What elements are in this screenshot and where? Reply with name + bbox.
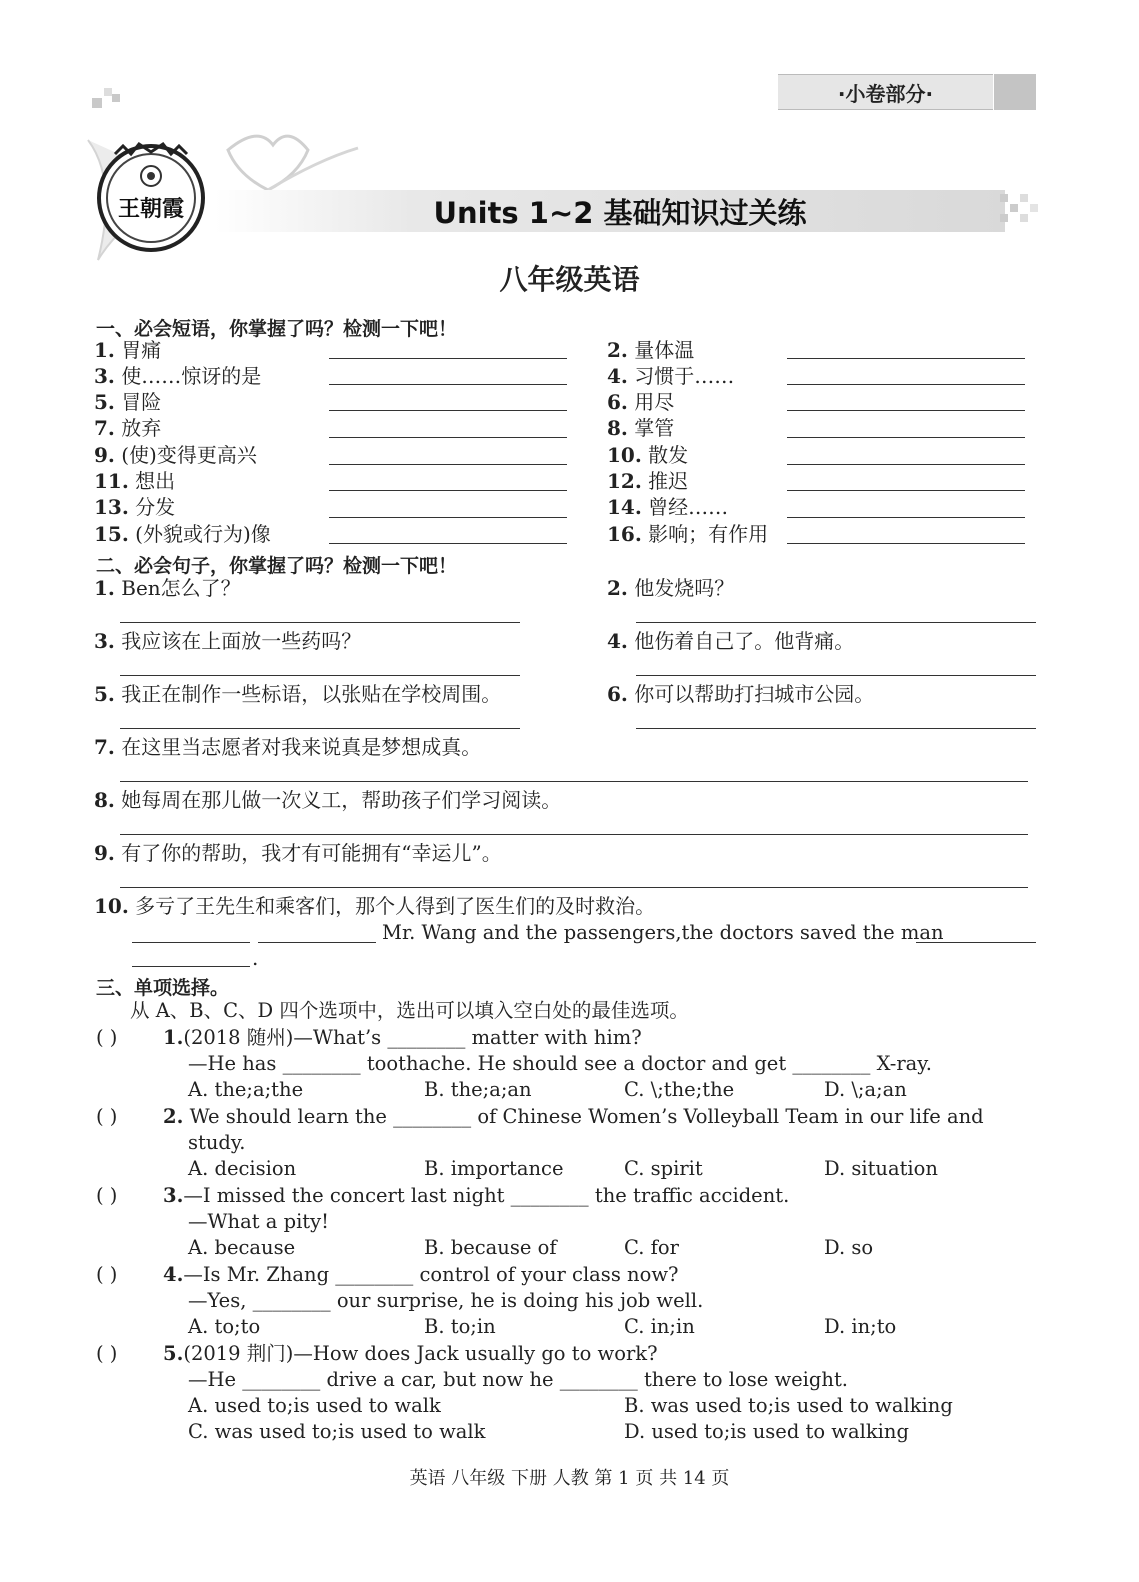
phrase-item: 11. 想出 bbox=[94, 469, 176, 493]
question-line: 4.—Is Mr. Zhang ________ control of your class now? bbox=[163, 1263, 679, 1286]
option-a[interactable]: A. decision bbox=[188, 1157, 297, 1180]
phrase-item: 3. 使……惊讶的是 bbox=[94, 364, 262, 388]
answer-blank[interactable] bbox=[329, 464, 567, 465]
answer-blank[interactable] bbox=[916, 942, 1036, 943]
answer-blank[interactable] bbox=[787, 517, 1025, 518]
page-footer: 英语 八年级 下册 人教 第 1 页 共 14 页 bbox=[409, 1468, 730, 1489]
answer-paren[interactable]: ( ) bbox=[96, 1263, 118, 1286]
answer-blank[interactable] bbox=[787, 464, 1025, 465]
option-d[interactable]: D. in;to bbox=[824, 1315, 897, 1338]
option-b[interactable]: B. because of bbox=[424, 1236, 557, 1259]
answer-blank[interactable] bbox=[120, 622, 520, 623]
answer-paren[interactable]: ( ) bbox=[96, 1105, 118, 1128]
answer-paren[interactable]: ( ) bbox=[96, 1184, 118, 1207]
option-a[interactable]: A. to;to bbox=[188, 1315, 261, 1338]
option-a[interactable]: A. used to;is used to walk bbox=[188, 1394, 441, 1417]
question-line: 5.(2019 荆门)—How does Jack usually go to work? bbox=[163, 1342, 658, 1365]
question-line: 3.—I missed the concert last night ________ the traffic accident. bbox=[163, 1184, 790, 1207]
answer-blank[interactable] bbox=[787, 437, 1025, 438]
brand-logo bbox=[95, 140, 207, 252]
sentence-item: 9. 有了你的帮助，我才有可能拥有“幸运儿”。 bbox=[94, 841, 502, 865]
sentence-item: 5. 我正在制作一些标语，以张贴在学校周围。 bbox=[94, 682, 502, 706]
option-b[interactable]: B. to;in bbox=[424, 1315, 496, 1338]
answer-blank[interactable] bbox=[329, 517, 567, 518]
answer-blank[interactable] bbox=[132, 966, 250, 967]
question-line: —What a pity! bbox=[188, 1210, 329, 1233]
option-c[interactable]: C. \;the;the bbox=[624, 1078, 735, 1101]
answer-blank[interactable] bbox=[636, 675, 1036, 676]
phrase-item: 7. 放弃 bbox=[94, 416, 162, 440]
answer-blank[interactable] bbox=[329, 490, 567, 491]
checker-decoration bbox=[1000, 190, 1040, 232]
answer-blank[interactable] bbox=[329, 410, 567, 411]
q10-period: . bbox=[252, 946, 259, 970]
answer-blank[interactable] bbox=[329, 543, 567, 544]
option-a[interactable]: A. because bbox=[188, 1236, 296, 1259]
option-a[interactable]: A. the;a;the bbox=[188, 1078, 304, 1101]
phrase-item: 8. 掌管 bbox=[607, 416, 675, 440]
answer-blank[interactable] bbox=[120, 781, 1028, 782]
question-line: study. bbox=[188, 1131, 246, 1154]
answer-blank[interactable] bbox=[636, 728, 1036, 729]
phrase-item: 10. 散发 bbox=[607, 443, 689, 467]
decor-square bbox=[112, 94, 120, 102]
option-b[interactable]: B. was used to;is used to walking bbox=[624, 1394, 953, 1417]
phrase-item: 2. 量体温 bbox=[607, 338, 695, 362]
section2-heading: 二、必会句子，你掌握了吗？检测一下吧！ bbox=[96, 555, 458, 577]
option-c[interactable]: C. was used to;is used to walk bbox=[188, 1420, 486, 1443]
section1-heading: 一、必会短语，你掌握了吗？检测一下吧！ bbox=[96, 318, 458, 340]
section3-instruction: 从 A、B、C、D 四个选项中，选出可以填入空白处的最佳选项。 bbox=[130, 999, 689, 1022]
question-line: —Yes, ________ our surprise, he is doing his job well. bbox=[188, 1289, 704, 1312]
phrase-item: 1. 胃痛 bbox=[94, 338, 162, 362]
sentence-item: 8. 她每周在那儿做一次义工，帮助孩子们学习阅读。 bbox=[94, 788, 562, 812]
section-tag-block bbox=[994, 74, 1036, 110]
phrase-item: 16. 影响；有作用 bbox=[607, 522, 769, 546]
phrase-item: 13. 分发 bbox=[94, 495, 176, 519]
section3-heading: 三、单项选择。 bbox=[96, 977, 230, 999]
option-b[interactable]: B. the;a;an bbox=[424, 1078, 532, 1101]
answer-blank[interactable] bbox=[329, 384, 567, 385]
answer-paren[interactable]: ( ) bbox=[96, 1342, 118, 1365]
sentence-item: 1. Ben怎么了？ bbox=[94, 576, 241, 600]
phrase-item: 5. 冒险 bbox=[94, 390, 162, 414]
answer-blank[interactable] bbox=[120, 834, 1028, 835]
option-b[interactable]: B. importance bbox=[424, 1157, 564, 1180]
option-d[interactable]: D. situation bbox=[824, 1157, 938, 1180]
phrase-item: 9. (使)变得更高兴 bbox=[94, 443, 257, 467]
answer-blank[interactable] bbox=[787, 384, 1025, 385]
phrase-item: 15. (外貌或行为)像 bbox=[94, 522, 271, 546]
answer-blank[interactable] bbox=[787, 358, 1025, 359]
answer-blank[interactable] bbox=[636, 622, 1036, 623]
section-tag bbox=[778, 74, 1036, 110]
section-tag-label: ·小卷部分· bbox=[778, 74, 993, 110]
answer-blank[interactable] bbox=[329, 358, 567, 359]
decor-square bbox=[104, 88, 112, 96]
phrase-item: 12. 推迟 bbox=[607, 469, 689, 493]
answer-blank[interactable] bbox=[258, 942, 376, 943]
phrase-item: 14. 曾经…… bbox=[607, 495, 729, 519]
logo-text: 王朝霞 bbox=[117, 196, 185, 222]
sentence-item: 4. 他伤着自己了。他背痛。 bbox=[607, 629, 855, 653]
q10-sentence: Mr. Wang and the passengers,the doctors saved the man bbox=[382, 921, 944, 944]
option-d[interactable]: D. \;a;an bbox=[824, 1078, 907, 1101]
answer-blank[interactable] bbox=[120, 728, 520, 729]
phrase-item: 6. 用尽 bbox=[607, 390, 675, 414]
title-band bbox=[215, 190, 1005, 232]
option-c[interactable]: C. in;in bbox=[624, 1315, 695, 1338]
sentence-item: 7. 在这里当志愿者对我来说真是梦想成真。 bbox=[94, 735, 482, 759]
answer-paren[interactable]: ( ) bbox=[96, 1026, 118, 1049]
question-line: 2. We should learn the ________ of Chinese Women’s Volleyball Team in our life and bbox=[163, 1105, 984, 1128]
page-title: Units 1~2 基础知识过关练 bbox=[433, 195, 807, 230]
question-line: —He has ________ toothache. He should see a doctor and get ________ X-ray. bbox=[188, 1052, 932, 1075]
answer-blank[interactable] bbox=[329, 437, 567, 438]
option-d[interactable]: D. used to;is used to walking bbox=[624, 1420, 909, 1443]
answer-blank[interactable] bbox=[787, 410, 1025, 411]
option-d[interactable]: D. so bbox=[824, 1236, 874, 1259]
sentence-item: 6. 你可以帮助打扫城市公园。 bbox=[607, 682, 875, 706]
question-line: —He ________ drive a car, but now he ________ there to lose weight. bbox=[188, 1368, 848, 1391]
question-line: 1.(2018 随州)—What’s ________ matter with him? bbox=[163, 1026, 642, 1049]
answer-blank[interactable] bbox=[120, 675, 520, 676]
phrase-item: 4. 习惯于…… bbox=[607, 364, 735, 388]
answer-blank[interactable] bbox=[132, 942, 250, 943]
decor-square bbox=[92, 98, 102, 108]
answer-blank[interactable] bbox=[787, 543, 1025, 544]
option-c[interactable]: C. spirit bbox=[624, 1157, 703, 1180]
page-subtitle: 八年级英语 bbox=[499, 263, 640, 296]
sentence-item: 3. 我应该在上面放一些药吗？ bbox=[94, 629, 362, 653]
option-c[interactable]: C. for bbox=[624, 1236, 679, 1259]
sentence-item: 10. 多亏了王先生和乘客们，那个人得到了医生们的及时救治。 bbox=[94, 894, 656, 918]
answer-blank[interactable] bbox=[120, 887, 1028, 888]
answer-blank[interactable] bbox=[787, 490, 1025, 491]
sentence-item: 2. 他发烧吗？ bbox=[607, 576, 735, 600]
